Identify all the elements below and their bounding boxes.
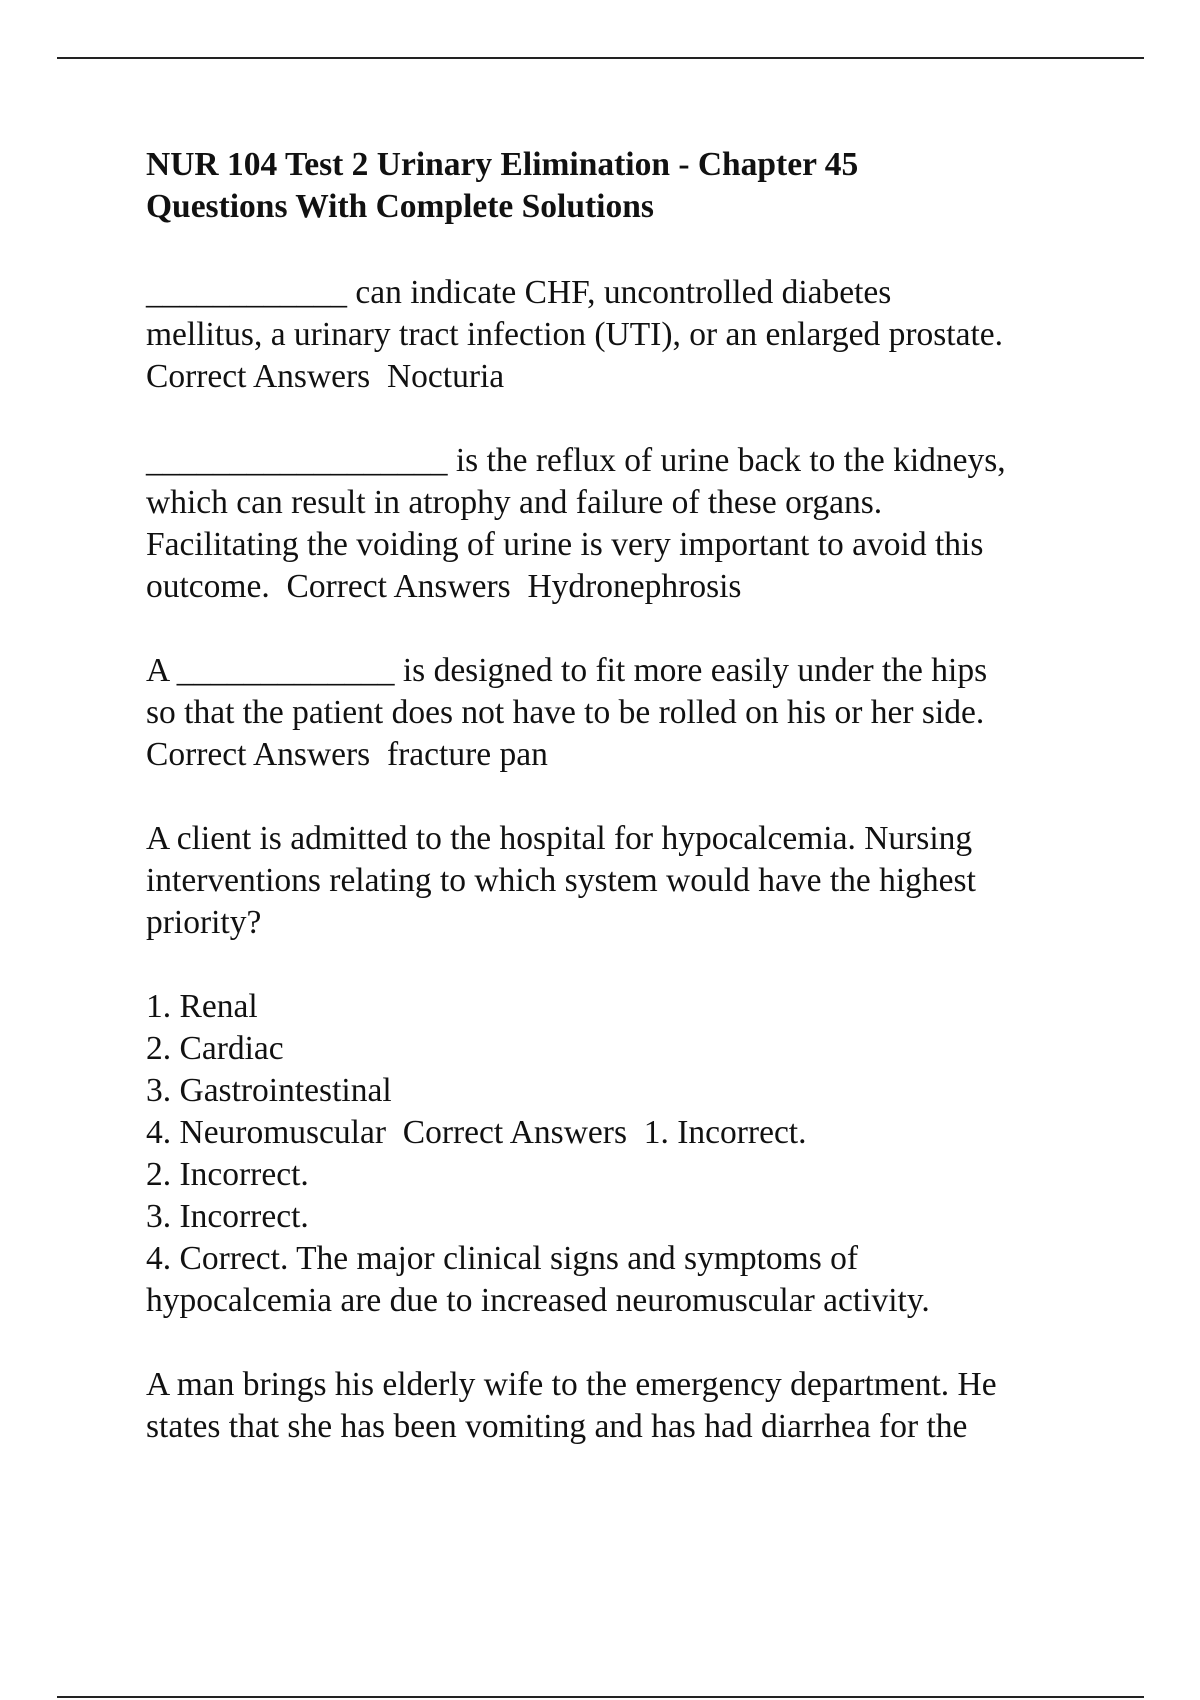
q4-line-1: A client is admitted to the hospital for hypocalcemia. Nursing (146, 820, 973, 857)
q4-option-4-line (146, 1112, 1136, 1154)
document-title (146, 144, 1136, 228)
q3-line-2: so that the patient does not have to be rolled on his or her side. (146, 694, 985, 731)
q4-answer-1: 1. Incorrect. (643, 1114, 807, 1151)
correct-answers-label: Correct Answers (146, 736, 371, 773)
bottom-divider (57, 1696, 1144, 1698)
question-3 (146, 650, 1136, 776)
q1-line-1: ____________ can indicate CHF, uncontrolled diabetes (146, 274, 892, 311)
q4-option-3: 3. Gastrointestinal (146, 1072, 392, 1109)
question-5 (146, 1364, 1136, 1448)
correct-answers-label: Correct Answers (146, 358, 371, 395)
correct-answers-label: Correct Answers (402, 1114, 627, 1151)
q1-answer: Nocturia (386, 358, 505, 395)
q2-answer-line (146, 566, 1136, 608)
top-divider (57, 57, 1144, 59)
q4-line-3: priority? (146, 904, 262, 941)
q4-option-2: 2. Cardiac (146, 1030, 284, 1067)
q1-line-2: mellitus, a urinary tract infection (UTI), or an enlarged prostate. (146, 316, 1004, 353)
q5-line-1: A man brings his elderly wife to the emergency department. He (146, 1366, 997, 1403)
q3-answer-line (146, 734, 1136, 776)
q4-option-1: 1. Renal (146, 988, 258, 1025)
q4-line-2: interventions relating to which system would have the highest (146, 862, 976, 899)
q5-line-2: states that she has been vomiting and has had diarrhea for the (146, 1408, 968, 1445)
q2-line-3: Facilitating the voiding of urine is very important to avoid this (146, 526, 984, 563)
document-body (146, 144, 1136, 1448)
q4-answer-4-line-1: 4. Correct. The major clinical signs and symptoms of (146, 1240, 859, 1277)
q3-line-1: A _____________ is designed to fit more easily under the hips (146, 652, 988, 689)
q2-line-1: __________________ is the reflux of urine back to the kidneys, (146, 442, 1006, 479)
q4-answer-2: 2. Incorrect. (146, 1156, 309, 1193)
question-1 (146, 272, 1136, 398)
question-4-options (146, 986, 1136, 1322)
q2-line-2: which can result in atrophy and failure of these organs. (146, 484, 883, 521)
q2-answer: Hydronephrosis (527, 568, 742, 605)
title-line-1: NUR 104 Test 2 Urinary Elimination - Chapter 45 (146, 146, 859, 183)
q2-line-4-prefix: outcome. (146, 568, 270, 605)
q4-option-4: 4. Neuromuscular (146, 1114, 387, 1151)
q3-answer: fracture pan (386, 736, 548, 773)
question-2 (146, 440, 1136, 608)
q1-answer-line (146, 356, 1136, 398)
correct-answers-label: Correct Answers (286, 568, 511, 605)
title-line-2: Questions With Complete Solutions (146, 188, 654, 225)
q4-answer-3: 3. Incorrect. (146, 1198, 309, 1235)
question-4 (146, 818, 1136, 944)
q4-answer-4-line-2: hypocalcemia are due to increased neuromuscular activity. (146, 1282, 930, 1319)
